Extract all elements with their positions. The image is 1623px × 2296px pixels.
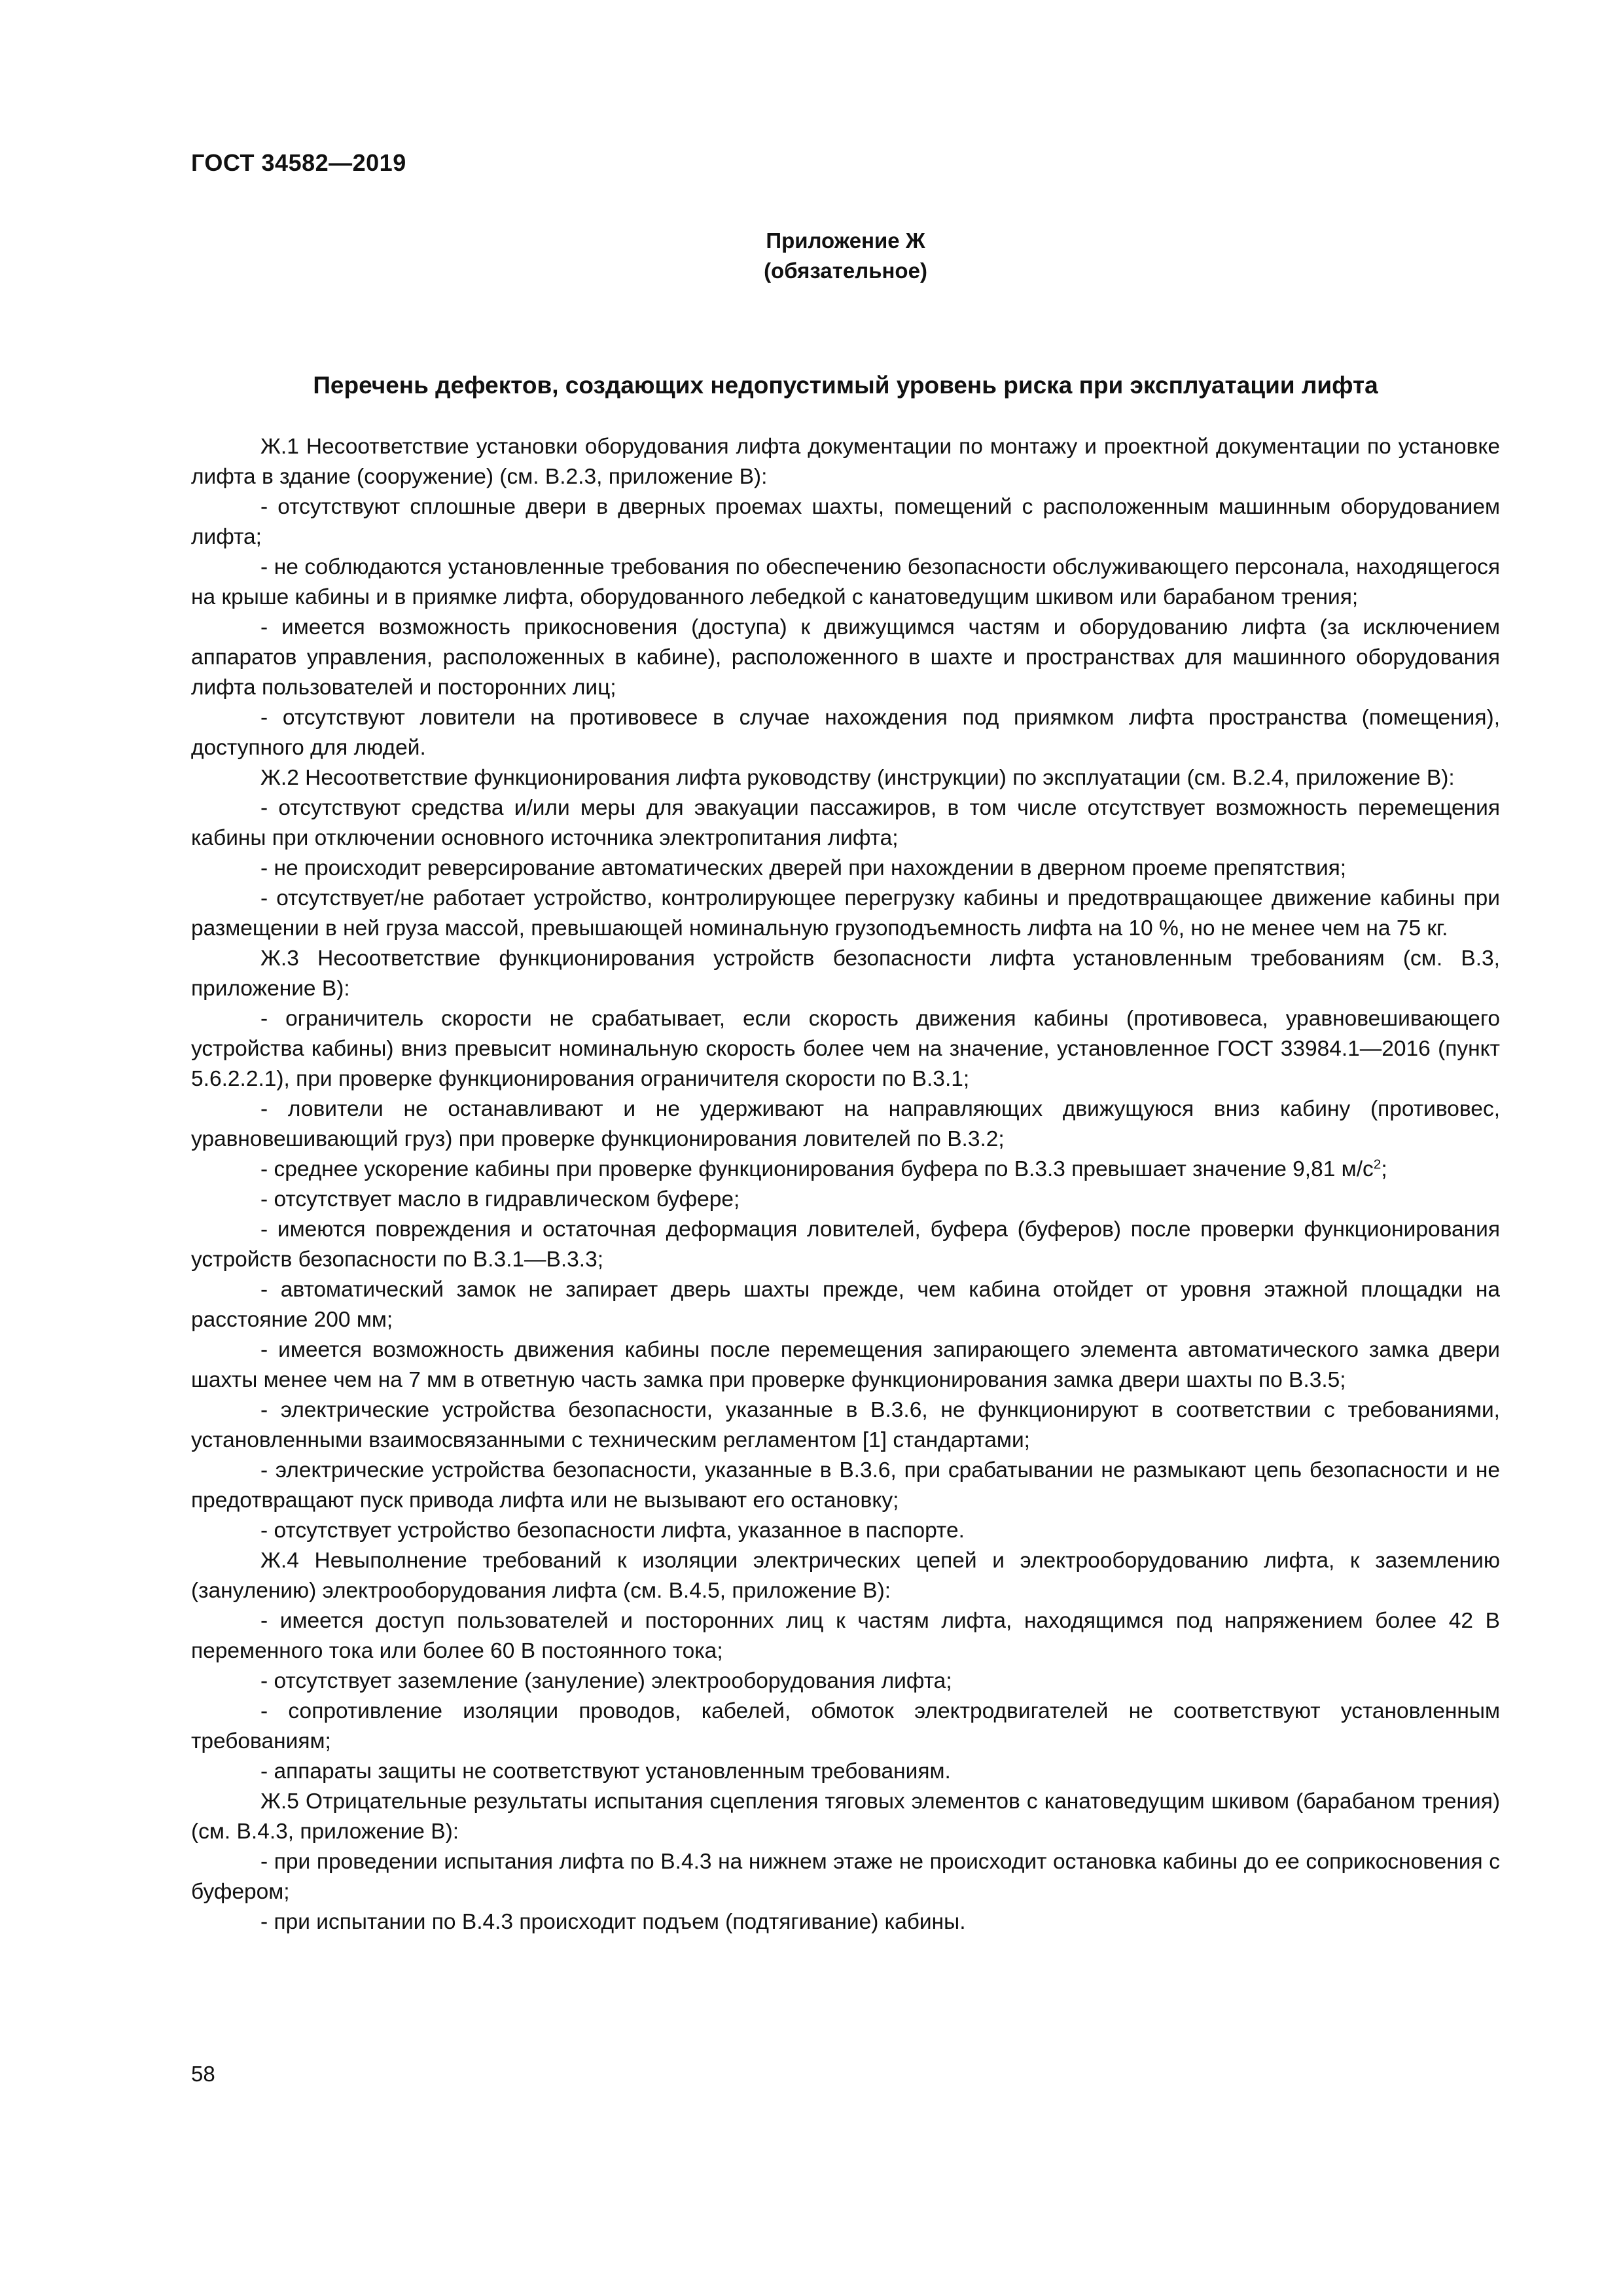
page-number: 58 <box>191 2062 215 2086</box>
list-item: - отсутствуют ловители на противовесе в случае нахождения под приямком лифта пространства (помещения), доступного для людей. <box>191 706 1500 760</box>
list-item: - отсутствует/не работает устройство, контролирующее перегрузку кабины и предотвращающее движение кабины при размещении в ней груза массой, превышающей номинальную грузоподъемность лифта на 10 %, но не менее чем на 75 кг. <box>191 886 1500 941</box>
list-item: - сопротивление изоляции проводов, кабелей, обмоток электродвигателей не соответствуют установленным требованиям; <box>191 1699 1500 1753</box>
list-item: - отсутствуют сплошные двери в дверных проемах шахты, помещений с расположенным машинным оборудованием лифта; <box>191 495 1500 549</box>
list-item: - при испытании по В.4.3 происходит подъем (подтягивание) кабины. <box>260 1910 966 1934</box>
acceleration-tail: ; <box>1381 1157 1387 1181</box>
list-item: - автоматический замок не запирает дверь шахты прежде, чем кабина отойдет от уровня этажной площадки на расстояние 200 мм; <box>191 1278 1500 1332</box>
list-item: - аппараты защиты не соответствуют установленным требованиям. <box>260 1759 951 1784</box>
document-body <box>191 432 1500 1937</box>
annex-status: (обязательное) <box>764 259 927 283</box>
list-item: - имеется возможность прикосновения (доступа) к движущимся частям и оборудованию лифта (за исключением аппаратов управления, расположенных в кабине), расположенного в шахте и пространствах для машинного оборудования лифта пользователей и посторонних лиц; <box>191 615 1500 700</box>
list-item: - имеется возможность движения кабины после перемещения запирающего элемента автоматического замка двери шахты менее чем на 7 мм в ответную часть замка при проверке функционирования замка двери шахты по В.3.5; <box>191 1338 1500 1392</box>
annex-title: Приложение Ж <box>766 228 925 253</box>
list-item: - отсутствует масло в гидравлическом буфере; <box>260 1187 740 1211</box>
list-item: - ограничитель скорости не срабатывает, если скорость движения кабины (противовеса, уравновешивающего устройства кабины) вниз превысит номинальную скорость более чем на значение, установленное ГОСТ 33984.1—2016 (пункт 5.6.2.2.1), при проверке функционирования ограничителя скорости по В.3.1; <box>191 1007 1500 1091</box>
clause-zh2: Ж.2 Несоответствие функционирования лифта руководству (инструкции) по эксплуатации (см. В.2.4, приложение В): <box>260 766 1455 790</box>
list-item: - имеются повреждения и остаточная деформация ловителей, буфера (буферов) после проверки функционирования устройств безопасности по В.3.1—В.3.3; <box>191 1217 1500 1272</box>
list-item-acceleration <box>191 1155 1500 1185</box>
list-item: - имеется доступ пользователей и посторонних лиц к частям лифта, находящимся под напряжением более 42 В переменного тока или более 60 В постоянного тока; <box>191 1609 1500 1663</box>
clause-zh1: Ж.1 Несоответствие установки оборудования лифта документации по монтажу и проектной документации по установке лифта в здание (сооружение) (см. В.2.3, приложение В): <box>191 435 1500 489</box>
list-item: - отсутствует заземление (зануление) электрооборудования лифта; <box>260 1669 952 1693</box>
acceleration-text: - среднее ускорение кабины при проверке функционирования буфера по В.3.3 превышает значение 9,81 м/с <box>260 1157 1374 1181</box>
clause-zh3: Ж.3 Несоответствие функционирования устройств безопасности лифта установленным требованиям (см. В.3, приложение В): <box>191 946 1500 1001</box>
list-item: - отсутствуют средства и/или меры для эвакуации пассажиров, в том числе отсутствует возможность перемещения кабины при отключении основного источника электропитания лифта; <box>191 796 1500 850</box>
section-title: Перечень дефектов, создающих недопустимый уровень риска при эксплуатации лифта <box>313 372 1378 399</box>
list-item: - отсутствует устройство безопасности лифта, указанное в паспорте. <box>260 1518 965 1543</box>
superscript-2: 2 <box>1373 1157 1382 1172</box>
list-item: - не соблюдаются установленные требования по обеспечению безопасности обслуживающего персонала, находящегося на крыше кабины и в приямке лифта, оборудованного лебедкой с канатоведущим шкивом или барабаном трения; <box>191 555 1500 609</box>
clause-zh4: Ж.4 Невыполнение требований к изоляции электрических цепей и электрооборудованию лифта, к заземлению (занулению) электрооборудования лифта (см. В.4.5, приложение В): <box>191 1549 1500 1603</box>
list-item: - не происходит реверсирование автоматических дверей при нахождении в дверном проеме препятствия; <box>260 856 1347 880</box>
list-item: - ловители не останавливают и не удерживают на направляющих движущуюся вниз кабину (противовес, уравновешивающий груз) при проверке функционирования ловителей по В.3.2; <box>191 1097 1500 1151</box>
list-item: - электрические устройства безопасности, указанные в В.3.6, не функционируют в соответствии с требованиями, установленными взаимосвязанными с техническим регламентом [1] стандартами; <box>191 1398 1500 1452</box>
list-item: - при проведении испытания лифта по В.4.3 на нижнем этаже не происходит остановка кабины до ее соприкосновения с буфером; <box>191 1850 1500 1904</box>
annex-heading <box>191 226 1500 286</box>
standard-designation: ГОСТ 34582—2019 <box>191 149 406 176</box>
clause-zh5: Ж.5 Отрицательные результаты испытания сцепления тяговых элементов с канатоведущим шкивом (барабаном трения) (см. В.4.3, приложение В): <box>191 1789 1500 1844</box>
list-item: - электрические устройства безопасности, указанные в В.3.6, при срабатывании не размыкают цепь безопасности и не предотвращают пуск привода лифта или не вызывают его остановку; <box>191 1458 1500 1513</box>
